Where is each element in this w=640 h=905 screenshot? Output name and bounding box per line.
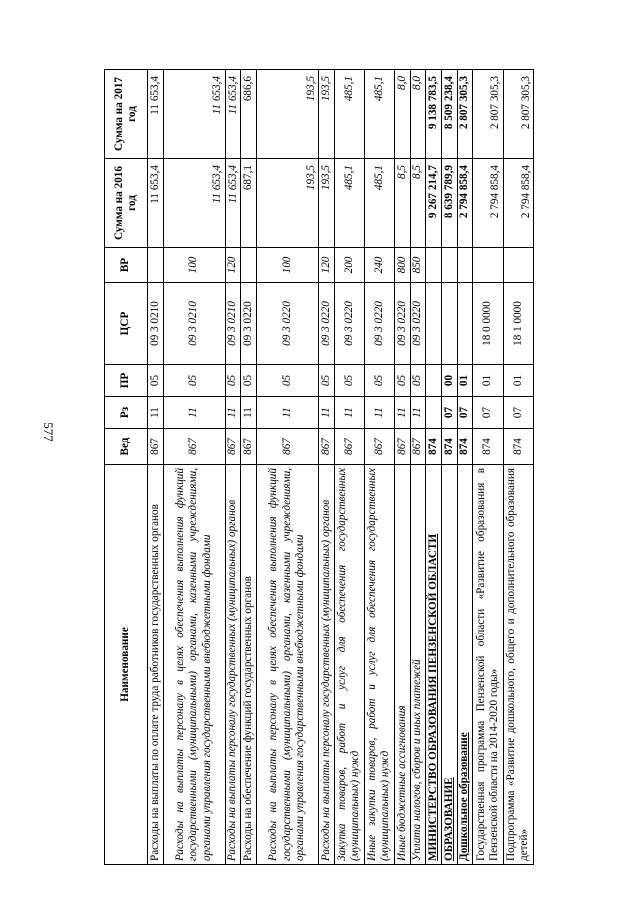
row-sum-2017: 485,1 xyxy=(364,70,394,159)
row-sum-2017: 193,5 xyxy=(318,70,334,159)
row-vr: 240 xyxy=(364,248,394,283)
row-rz: 07 xyxy=(503,397,533,429)
row-vr: 120 xyxy=(318,248,334,283)
table-row xyxy=(148,70,164,865)
row-name: Расходы на выплаты персоналу в целях обеспечения выполнения функций государственными (муниципальными) органами, казенными учреждениями, органами управления государственными внебюджетными фондами xyxy=(256,465,318,865)
row-ved: 867 xyxy=(225,429,241,465)
row-csr: 09 3 0220 xyxy=(334,283,364,365)
row-vr xyxy=(426,248,442,283)
row-sum-2017: 11 653,4 xyxy=(163,70,225,159)
row-sum-2016: 485,1 xyxy=(334,159,364,248)
row-csr: 18 0 0000 xyxy=(473,283,503,365)
page-number: 577 xyxy=(41,422,56,442)
row-pr: 01 xyxy=(457,365,473,397)
table-row xyxy=(364,70,394,865)
row-sum-2017: 8 509 238,4 xyxy=(442,70,458,159)
row-vr xyxy=(457,248,473,283)
row-sum-2016: 11 653,4 xyxy=(225,159,241,248)
row-csr xyxy=(426,283,442,365)
row-rz: 11 xyxy=(225,397,241,429)
row-csr: 09 3 0220 xyxy=(364,283,394,365)
row-vr: 850 xyxy=(410,248,426,283)
row-rz: 07 xyxy=(473,397,503,429)
row-sum-2016: 485,1 xyxy=(364,159,394,248)
header-sum-2017: Сумма на 2017 год xyxy=(105,70,148,159)
row-rz: 11 xyxy=(241,397,257,429)
row-pr xyxy=(426,365,442,397)
row-sum-2017: 11 653,4 xyxy=(148,70,164,159)
header-csr: ЦСР xyxy=(105,283,148,365)
row-rz: 07 xyxy=(442,397,458,429)
row-vr: 120 xyxy=(225,248,241,283)
row-ved: 867 xyxy=(334,429,364,465)
budget-table xyxy=(104,69,534,865)
row-sum-2016: 11 653,4 xyxy=(163,159,225,248)
rotated-table-container xyxy=(104,70,534,865)
header-name: Наименование xyxy=(105,465,148,865)
row-name: Расходы на выплаты персоналу государственных (муниципальных) органов xyxy=(225,465,241,865)
row-sum-2016: 8 639 789,9 xyxy=(442,159,458,248)
row-pr: 05 xyxy=(225,365,241,397)
row-ved: 874 xyxy=(503,429,533,465)
row-rz: 11 xyxy=(163,397,225,429)
row-vr xyxy=(503,248,533,283)
row-name: ОБРАЗОВАНИЕ xyxy=(442,465,458,865)
table-row xyxy=(334,70,364,865)
table-row xyxy=(503,70,533,865)
row-sum-2017: 485,1 xyxy=(334,70,364,159)
row-vr xyxy=(473,248,503,283)
row-vr: 100 xyxy=(256,248,318,283)
header-sum-2016: Сумма на 2016 год xyxy=(105,159,148,248)
row-vr: 100 xyxy=(163,248,225,283)
header-vr: ВР xyxy=(105,248,148,283)
row-ved: 867 xyxy=(256,429,318,465)
row-sum-2017: 2 807 305,3 xyxy=(473,70,503,159)
row-rz xyxy=(426,397,442,429)
table-row xyxy=(442,70,458,865)
row-name: Иные бюджетные ассигнования xyxy=(395,465,411,865)
row-sum-2016: 8,5 xyxy=(410,159,426,248)
row-sum-2017: 2 807 305,3 xyxy=(503,70,533,159)
row-name: Государственная программа Пензенской области «Развитие образования в Пензенской области на 2014-2020 годы» xyxy=(473,465,503,865)
header-ved: Вед xyxy=(105,429,148,465)
row-ved: 874 xyxy=(473,429,503,465)
row-name: Подпрограмма «Развитие дошкольного, общего и дополнительного образования детей» xyxy=(503,465,533,865)
row-sum-2016: 193,5 xyxy=(256,159,318,248)
row-name: Иные закупки товаров, работ и услуг для обеспечения государственных (муниципальных) нужд xyxy=(364,465,394,865)
row-vr xyxy=(148,248,164,283)
table-row xyxy=(225,70,241,865)
row-vr: 200 xyxy=(334,248,364,283)
row-ved: 874 xyxy=(457,429,473,465)
row-pr: 00 xyxy=(442,365,458,397)
table-row xyxy=(318,70,334,865)
row-csr: 18 1 0000 xyxy=(503,283,533,365)
row-vr xyxy=(241,248,257,283)
table-row xyxy=(457,70,473,865)
row-sum-2017: 8,0 xyxy=(395,70,411,159)
row-ved: 867 xyxy=(364,429,394,465)
table-row xyxy=(473,70,503,865)
table-row xyxy=(163,70,225,865)
row-sum-2016: 9 267 214,7 xyxy=(426,159,442,248)
row-sum-2017: 686,6 xyxy=(241,70,257,159)
row-name: Расходы на обеспечение функций государственных органов xyxy=(241,465,257,865)
row-pr: 01 xyxy=(503,365,533,397)
row-sum-2017: 193,5 xyxy=(256,70,318,159)
row-sum-2017: 9 138 783,5 xyxy=(426,70,442,159)
row-sum-2016: 2 794 858,4 xyxy=(457,159,473,248)
row-rz: 11 xyxy=(334,397,364,429)
row-sum-2017: 2 807 305,3 xyxy=(457,70,473,159)
row-name: Уплата налогов, сборов и иных платежей xyxy=(410,465,426,865)
row-name: Расходы на выплаты персоналу в целях обеспечения выполнения функций государственными (муниципальными) органами, казенными учреждениями, органами управления государственными внебюджетными фондами xyxy=(163,465,225,865)
row-sum-2016: 8,5 xyxy=(395,159,411,248)
row-rz: 11 xyxy=(395,397,411,429)
table-row xyxy=(426,70,442,865)
row-pr: 05 xyxy=(241,365,257,397)
row-ved: 874 xyxy=(426,429,442,465)
row-sum-2017: 8,0 xyxy=(410,70,426,159)
table-row xyxy=(395,70,411,865)
row-csr: 09 3 0220 xyxy=(410,283,426,365)
row-pr: 05 xyxy=(364,365,394,397)
row-name: Расходы на выплаты по оплате труда работников государственных органов xyxy=(148,465,164,865)
row-sum-2016: 2 794 858,4 xyxy=(473,159,503,248)
row-pr: 05 xyxy=(334,365,364,397)
row-pr: 05 xyxy=(163,365,225,397)
row-ved: 867 xyxy=(410,429,426,465)
row-name: Дошкольное образование xyxy=(457,465,473,865)
row-csr xyxy=(457,283,473,365)
row-sum-2016: 193,5 xyxy=(318,159,334,248)
row-rz: 11 xyxy=(364,397,394,429)
row-rz: 11 xyxy=(318,397,334,429)
row-ved: 867 xyxy=(148,429,164,465)
table-row xyxy=(241,70,257,865)
row-pr: 05 xyxy=(148,365,164,397)
row-csr: 09 3 0210 xyxy=(148,283,164,365)
row-csr: 09 3 0210 xyxy=(225,283,241,365)
row-sum-2016: 2 794 858,4 xyxy=(503,159,533,248)
row-vr xyxy=(442,248,458,283)
row-pr: 05 xyxy=(410,365,426,397)
row-sum-2017: 11 653,4 xyxy=(225,70,241,159)
header-row xyxy=(105,70,148,865)
row-csr: 09 3 0220 xyxy=(395,283,411,365)
row-name: МИНИСТЕРСТВО ОБРАЗОВАНИЯ ПЕНЗЕНСКОЙ ОБЛАСТИ xyxy=(426,465,442,865)
row-name: Расходы на выплаты персоналу государственных (муниципальных) органов xyxy=(318,465,334,865)
row-ved: 867 xyxy=(395,429,411,465)
row-vr: 800 xyxy=(395,248,411,283)
table-row xyxy=(410,70,426,865)
row-ved: 867 xyxy=(163,429,225,465)
row-rz: 07 xyxy=(457,397,473,429)
row-sum-2016: 11 653,4 xyxy=(148,159,164,248)
header-rz: Рз xyxy=(105,397,148,429)
row-rz: 11 xyxy=(256,397,318,429)
row-csr: 09 3 0210 xyxy=(163,283,225,365)
row-pr: 01 xyxy=(473,365,503,397)
row-pr: 05 xyxy=(256,365,318,397)
row-csr: 09 3 0220 xyxy=(256,283,318,365)
row-sum-2016: 687,1 xyxy=(241,159,257,248)
row-pr: 05 xyxy=(395,365,411,397)
row-name: Закупка товаров, работ и услуг для обеспечения государственных (муниципальных) нужд xyxy=(334,465,364,865)
header-pr: ПР xyxy=(105,365,148,397)
row-pr: 05 xyxy=(318,365,334,397)
row-ved: 867 xyxy=(241,429,257,465)
row-rz: 11 xyxy=(148,397,164,429)
row-csr: 09 3 0220 xyxy=(318,283,334,365)
table-row xyxy=(256,70,318,865)
row-csr: 09 3 0220 xyxy=(241,283,257,365)
row-rz: 11 xyxy=(410,397,426,429)
row-ved: 874 xyxy=(442,429,458,465)
row-ved: 867 xyxy=(318,429,334,465)
row-csr xyxy=(442,283,458,365)
